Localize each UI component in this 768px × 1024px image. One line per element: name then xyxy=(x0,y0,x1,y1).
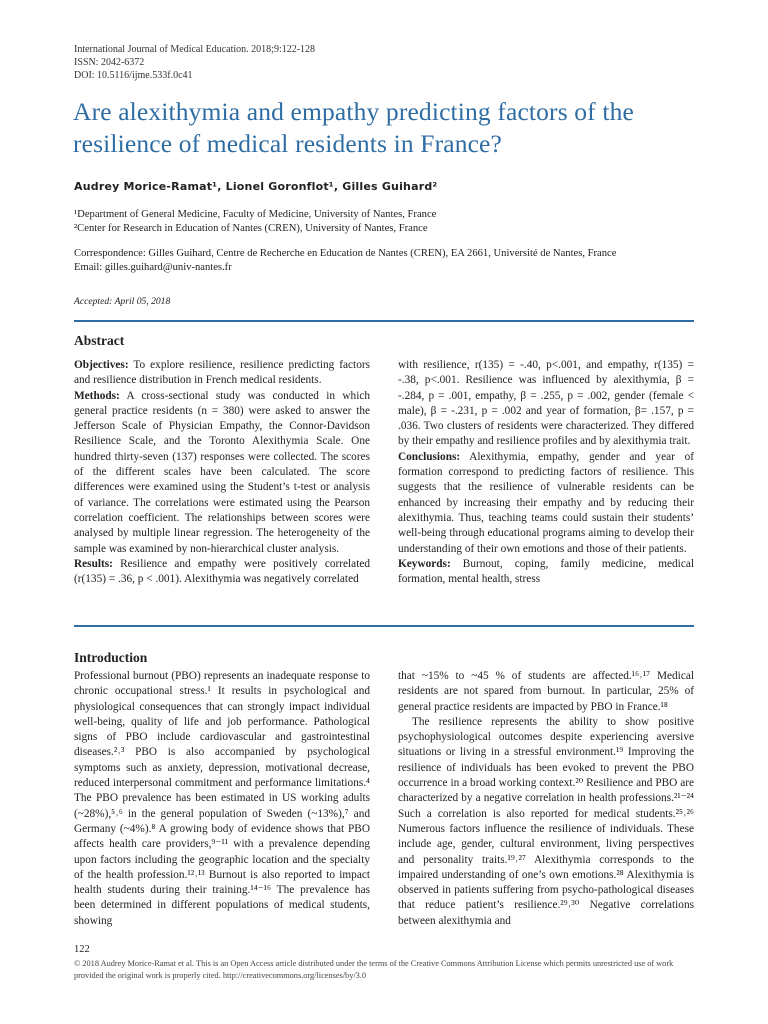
journal-citation: International Journal of Medical Education. 2018;9:122-128 xyxy=(74,44,316,55)
affiliation-1: ¹Department of General Medicine, Faculty of Medicine, University of Nantes, France xyxy=(74,209,437,220)
abstract-results-continued: with resilience, r(135) = -.40, p<.001, and empathy, r(135) = -.38, p<.001. Resilience was influenced by alexithymia, β = -.284, p = .001, empathy, β = .255, p = .002, gender (female < male), β = -.231, p = .002 and year of formation, β= .157, p = .036. Two clusters of residents were characterized. They differed by their empathy and resilience profiles and by alexithymia trait. xyxy=(398,359,694,448)
accepted-date: Accepted: April 05, 2018 xyxy=(74,296,171,307)
abstract-right-column xyxy=(398,358,694,587)
abstract-methods: Methods: A cross-sectional study was conducted in which general practice residents (n = 380) were asked to answer the Jefferson Scale of Physician Empathy, the Connor-Davidson Resilience Scale, and the Toronto Alexithymia Scale. One hundred thirty-seven (137) responses were collected. The scores of the different scales have been calculated. The score differences were examined using the Student’s t-test or analysis of variance. The correlations were estimated using the Pearson correlation coefficient. The relationships between scores were analysed by multiple linear regression. The heterogeneity of the sample was examined by non-hierarchical cluster analysis. xyxy=(74,389,370,555)
abstract-left-column xyxy=(74,358,370,587)
issn: ISSN: 2042-6372 xyxy=(74,57,145,68)
intro-right-column xyxy=(398,669,694,929)
page-number: 122 xyxy=(74,944,90,955)
intro-paragraph-2: The resilience represents the ability to show positive psychophysiological outcomes despite experiencing aversive situations or living in a stressful environment.¹⁹ Improving the resilience of individuals has been evoked to prevent the PBO occurrence in a broad working context.²⁰ Resilience and PBO are characterized by a negative correlation in health professions.²¹⁻²⁴ Such a correlation is also reported for medical students.²⁵˒²⁶ Numerous factors influence the resilience of individuals. These include age, gender, cultural environment, living perspectives and personality traits.¹⁹˒²⁷ Alexithymia corresponds to the impaired understanding of one’s own emotions.²⁸ Alexithymia is observed in patients suffering from psycho-pathological diseases that reduce patient’s resilience.²⁹˒³⁰ Negative correlations between alexithymia and xyxy=(398,715,694,927)
intro-paragraph-1: Professional burnout (PBO) represents an inadequate response to chronic occupational stress.¹ It results in psychological and physiological consequences that can strongly impact individual well-being, quality of life and job performance. Pathological signs of PBO include cardiovascular and gastrointestinal diseases.²˒³ PBO is also accompanied by psychological symptoms such as anxiety, depression, motivational decrease, reduced interpersonal commitment and performance limitations.⁴ The PBO prevalence has been estimated in US working adults (~28%),⁵˒⁶ in the general population of Sweden (~13%),⁷ and Germany (~4%).⁸ A growing body of evidence shows that PBO affects health care providers,⁹⁻¹¹ with a prevalence depending upon factors including the geographic location and the specialty of the health profession.¹²˒¹³ Burnout is also reported to impact health students during their training.¹⁴⁻¹⁶ The prevalence has been determined in different populations of medical students, showing xyxy=(74,670,370,927)
authors: Audrey Morice-Ramat¹, Lionel Goronflot¹, Gilles Guihard² xyxy=(74,180,438,193)
divider-bottom xyxy=(74,625,694,627)
abstract-objectives: Objectives: To explore resilience, resilience predicting factors and resilience distribution in French medical residents. xyxy=(74,359,370,387)
intro-paragraph-1-continued: that ~15% to ~45 % of students are affected.¹⁶˒¹⁷ Medical residents are not spared from burnout. In particular, 25% of general practice residents are impacted by PBO in France.¹⁸ xyxy=(398,670,694,713)
abstract-results: Results: Resilience and empathy were positively correlated (r(135) = .36, p < .001). Alexithymia was negatively correlated xyxy=(74,557,370,586)
article-title: Are alexithymia and empathy predicting factors of the resilience of medical residents in France? xyxy=(73,97,634,158)
affiliation-2: ²Center for Research in Education of Nantes (CREN), University of Nantes, France xyxy=(74,223,428,234)
correspondence-block xyxy=(74,247,616,275)
correspondence: Correspondence: Gilles Guihard, Centre de Recherche en Education de Nantes (CREN), EA 2661, Université de Nantes, France xyxy=(74,248,617,259)
journal-info xyxy=(74,43,315,82)
email: Email: gilles.guihard@univ-nantes.fr xyxy=(74,262,232,273)
doi: DOI: 10.5116/ijme.533f.0c41 xyxy=(74,70,193,81)
divider-top xyxy=(74,320,694,322)
introduction-heading: Introduction xyxy=(74,650,148,665)
license-notice: © 2018 Audrey Morice-Ramat et al. This is an Open Access article distributed under the terms of the Creative Commons Attribution License which permits unrestricted use of work provided the original work is properly cited. http://creativecommons.org/licenses/by/3.0 xyxy=(74,959,674,980)
abstract-conclusions: Conclusions: Alexithymia, empathy, gender and year of formation correspond to predicting factors of resilience. This suggests that the resilience of vulnerable residents can be enhanced by increasing their empathy and by reducing their alexithymia. Thus, teaching teams could sustain their students’ well-being through educational programs aiming to develop their understanding of their own emotions and those of their patients. xyxy=(398,450,694,555)
abstract-heading: Abstract xyxy=(74,333,125,348)
abstract-keywords: Keywords: Burnout, coping, family medicine, medical formation, mental health, stress xyxy=(398,557,694,586)
intro-left-column xyxy=(74,669,370,929)
affiliations xyxy=(74,208,436,236)
